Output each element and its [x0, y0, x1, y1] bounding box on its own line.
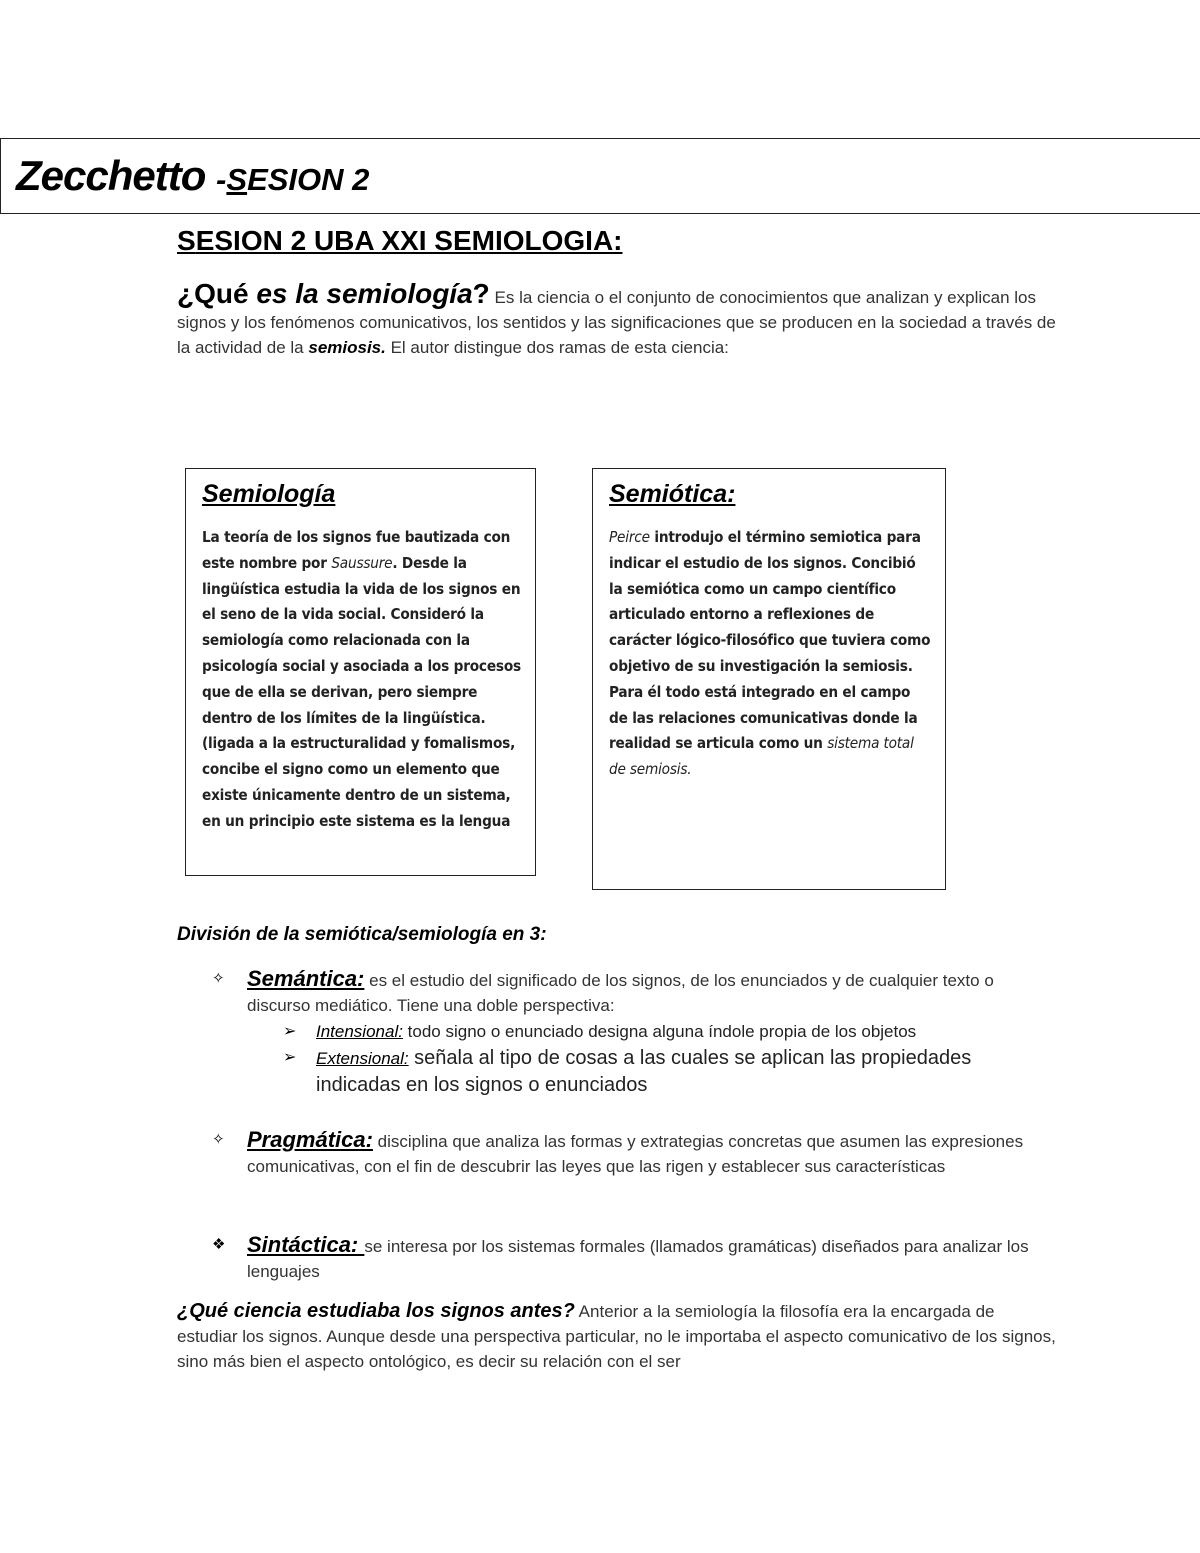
semiosis-term: semiosis.: [308, 338, 386, 357]
diamond-bullet-icon: ✧: [212, 1131, 225, 1148]
semantica-item: ✧ Semántica: es el estudio del significado de los signos, de los enunciados y de cualquier texto o discurso mediático. Tiene una doble perspectiva:: [212, 966, 994, 1015]
pragmatica-item: ✧ Pragmática: disciplina que analiza las formas y extrategias concretas que asumen las expresiones comunicativas, con el fin de descubrir las leyes que las rigen y establecer sus características: [212, 1127, 1024, 1176]
semiologia-title: Semiología: [202, 480, 336, 508]
diamond-bullet-icon: ✧: [212, 970, 225, 987]
arrow-bullet-icon: ➢: [283, 1023, 297, 1040]
document-title: [16, 150, 369, 206]
semiotica-title: Semiótica:: [609, 480, 736, 508]
intensional-item: ➢ Intensional: todo signo o enunciado designa alguna índole propia de los objetos: [283, 1019, 1053, 1044]
semiotica-text: Peirce introdujo el término semiotica para indicar el estudio de los signos. Concibió la semiótica como un campo científico articulado entorno a reflexiones de carácter lógico-filosófico que tuviera como objetivo de su investigación la semiosis. Para él todo está integrado en el campo de las relaciones comunicativas donde la realidad se articula como un sistema total de semiosis.: [609, 528, 931, 779]
semiologia-text: La teoría de los signos fue bautizada con este nombre por Saussure. Desde la lingüística estudia la vida de los signos en el seno de la vida social. Consideró la semiología como relacionada con la psicología social y asociada a los procesos que de ella se derivan, pero siempre dentro de los límites de la lingüística. (ligada a la estructuralidad y fomalismos, concibe el signo como un elemento que existe únicamente dentro de un sistema, en un principio este sistema es la lengua: [202, 528, 521, 830]
closing-paragraph: ¿Qué ciencia estudiaba los signos antes? Anterior a la semiología la filosofía era la encargada de estudiar los signos. Aunque desde una perspectiva particular, no le importaba el aspecto comunicativo de los signos, sino más bien el aspecto ontológico, es decir su relación con el ser: [177, 1300, 1056, 1371]
section-heading: SESION 2 UBA XXI SEMIOLOGIA:: [177, 225, 623, 256]
division-title: División de la semiótica/semiología en 3:: [177, 924, 547, 945]
closing-question: ¿Qué ciencia estudiaba los signos antes?: [177, 1300, 575, 1322]
semiologia-box: [185, 468, 536, 876]
intro-question: ¿Qué es la semiología?: [177, 278, 490, 309]
intro-paragraph: ¿Qué es la semiología? Es la ciencia o el conjunto de conocimientos que analizan y explican los signos y los fenómenos comunicativos, los sentidos y las significaciones que se producen en la sociedad a través de la actividad de la semiosis. El autor distingue dos ramas de esta ciencia:: [177, 278, 1056, 357]
arrow-bullet-icon: ➢: [283, 1049, 297, 1066]
filled-diamond-bullet-icon: ❖: [212, 1236, 226, 1253]
extensional-item: ➢ Extensional: señala al tipo de cosas a las cuales se aplican las propiedades indicadas en los signos o enunciados: [283, 1047, 972, 1096]
title-session: -SESION 2: [216, 162, 370, 197]
sintactica-item: ❖ Sintáctica: se interesa por los sistemas formales (llamados gramáticas) diseñados para analizar los lenguajes: [212, 1232, 1029, 1281]
title-author: Zecchetto: [16, 152, 206, 199]
semiotica-box: [592, 468, 946, 890]
